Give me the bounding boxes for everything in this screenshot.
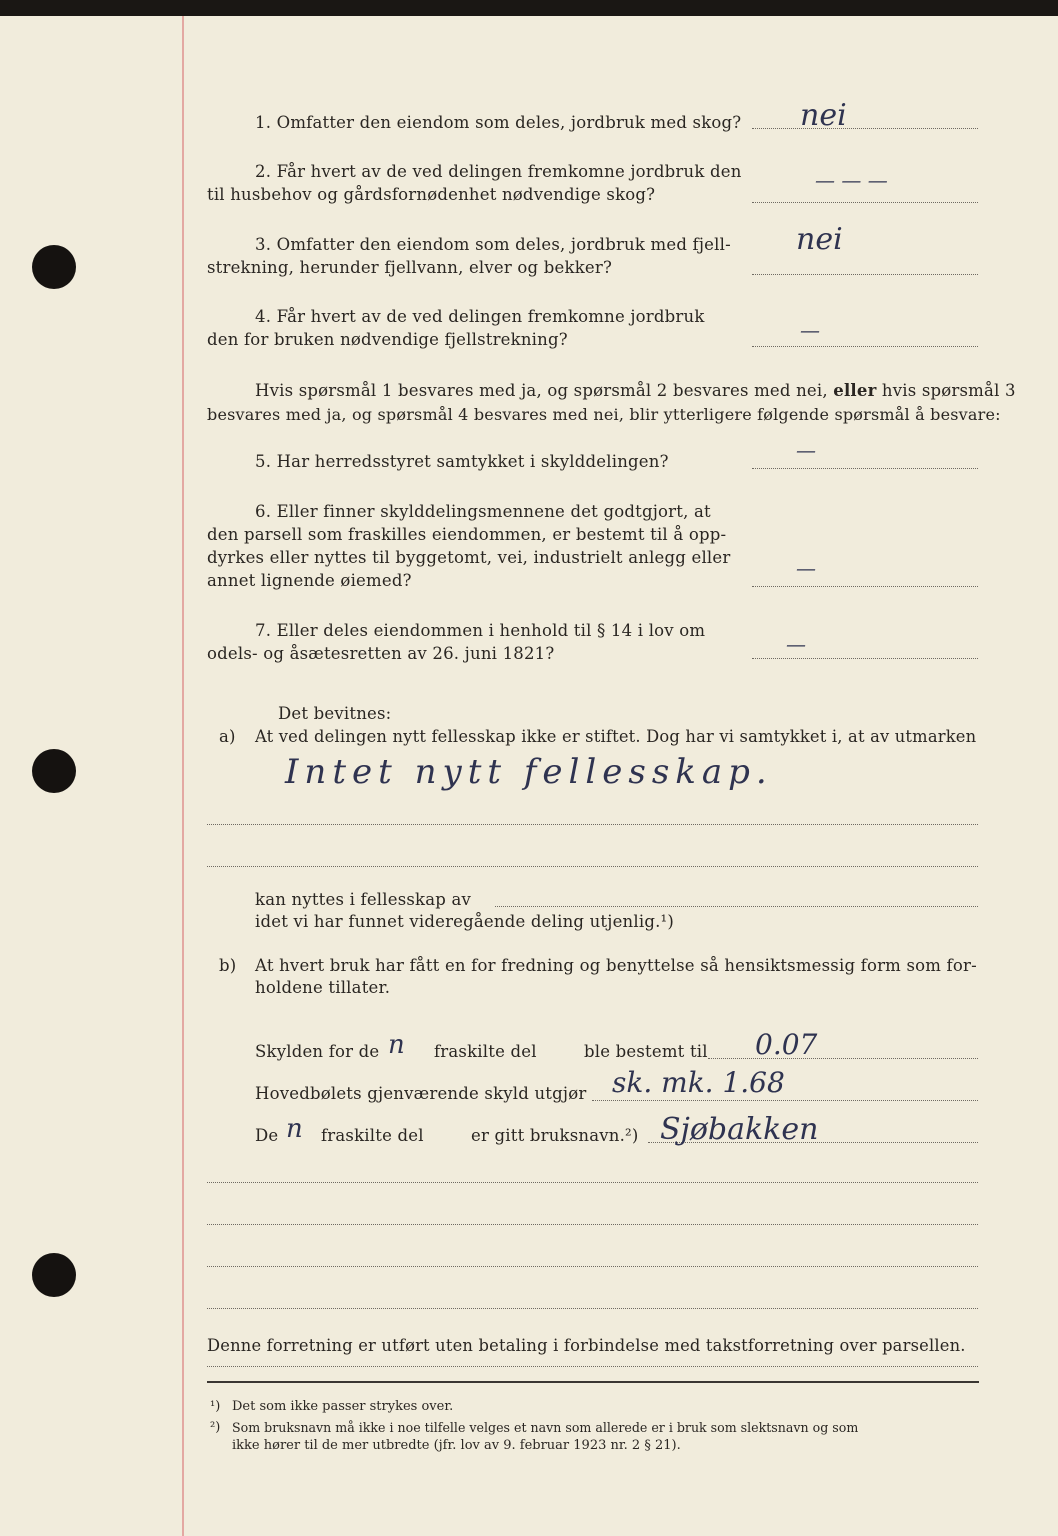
question-6-line3: dyrkes eller nyttes til byggetomt, vei, industrielt anlegg eller	[207, 548, 731, 567]
navn-value: Sjøbakken	[660, 1112, 819, 1147]
answer-line	[752, 586, 978, 587]
attest-b-line1: At hvert bruk har fått en for fredning og benyttelse så hensiktsmessig form som for-	[255, 956, 977, 975]
punch-hole	[32, 749, 76, 793]
navn-label: De	[255, 1126, 279, 1145]
attest-a-label: a)	[219, 727, 236, 746]
question-3-line2: strekning, herunder fjellvann, elver og bekker?	[207, 258, 612, 277]
question-6-line4: annet lignende øiemed?	[207, 571, 412, 590]
conditional-line2: besvares med ja, og spørsmål 4 besvares med nei, blir ytterligere følgende spørsmål å besvare:	[207, 405, 1001, 424]
answer-4: —	[800, 318, 820, 342]
question-2-line1: 2. Får hvert av de ved delingen fremkomne jordbruk den	[255, 162, 742, 181]
footnote-2-line1: Som bruksnavn må ikke i noe tilfelle velges et navn som allerede er i bruk som slektsnavn og som	[232, 1420, 859, 1435]
punch-hole	[32, 245, 76, 289]
answer-3: nei	[796, 222, 843, 257]
question-2-line2: til husbehov og gårdsfornødenhet nødvendige skog?	[207, 185, 656, 204]
hoved-label: Hovedbølets gjenværende skyld utgjør	[255, 1084, 587, 1103]
attest-heading: Det bevitnes:	[278, 704, 392, 723]
answer-2: — — —	[815, 168, 888, 192]
attest-a-handwritten: Intet nytt fellesskap.	[285, 752, 773, 792]
answer-line	[207, 1224, 978, 1225]
attest-b-line2: holdene tillater.	[255, 978, 391, 997]
footnote-1-mark: ¹)	[210, 1399, 221, 1414]
answer-line	[752, 658, 978, 659]
answer-line	[495, 906, 978, 907]
attest-b-label: b)	[219, 956, 237, 975]
navn-bruksnavn: er gitt bruksnavn.²)	[471, 1126, 639, 1145]
hoved-value: sk. mk. 1.68	[612, 1066, 785, 1099]
conditional-line1: Hvis spørsmål 1 besvares med ja, og spørsmål 2 besvares med nei, eller hvis spørsmål 3	[255, 381, 1016, 400]
question-6-line2: den parsell som fraskilles eiendommen, er bestemt til å opp-	[207, 525, 727, 544]
question-6-line1: 6. Eller finner skylddelingsmennene det godtgjort, at	[255, 502, 711, 521]
scan-top-edge	[0, 0, 1058, 16]
answer-line	[752, 128, 978, 129]
skyld-value: 0.07	[755, 1028, 818, 1061]
skyld-handwritten-n: n	[388, 1030, 405, 1060]
red-margin-line	[182, 16, 184, 1536]
question-1: 1. Omfatter den eiendom som deles, jordbruk med skog?	[255, 113, 742, 132]
answer-line	[207, 1266, 978, 1267]
answer-6: —	[796, 556, 816, 580]
answer-1: nei	[800, 98, 847, 133]
answer-line	[592, 1100, 978, 1101]
answer-5: —	[796, 438, 816, 462]
navn-fraskilte: fraskilte del	[321, 1126, 424, 1145]
question-3-line1: 3. Omfatter den eiendom som deles, jordbruk med fjell-	[255, 235, 731, 254]
closing-statement: Denne forretning er utført uten betaling i forbindelse med takstforretning over parsellen.	[207, 1336, 966, 1355]
answer-line	[207, 1308, 978, 1309]
punch-hole	[32, 1253, 76, 1297]
answer-line	[752, 202, 978, 203]
footnote-2-mark: ²)	[210, 1420, 221, 1435]
shared-line1: kan nyttes i fellesskap av	[255, 890, 472, 909]
answer-line	[752, 468, 978, 469]
navn-handwritten-n: n	[286, 1114, 303, 1144]
answer-line	[207, 824, 978, 825]
question-4-line1: 4. Får hvert av de ved delingen fremkomne jordbruk	[255, 307, 705, 326]
answer-line	[708, 1058, 978, 1059]
footnote-1: Det som ikke passer strykes over.	[232, 1399, 454, 1414]
question-4-line2: den for bruken nødvendige fjellstrekning?	[207, 330, 568, 349]
answer-line	[207, 1366, 978, 1367]
skyld-label: Skylden for de	[255, 1042, 380, 1061]
attest-a-text: At ved delingen nytt fellesskap ikke er stiftet. Dog har vi samtykket i, at av utmarken	[255, 727, 977, 746]
skyld-fraskilte: fraskilte del	[434, 1042, 537, 1061]
answer-7: —	[786, 632, 806, 656]
answer-line	[207, 1182, 978, 1183]
footnote-2-line2: ikke hører til de mer utbredte (jfr. lov av 9. februar 1923 nr. 2 § 21).	[232, 1438, 681, 1453]
question-7-line2: odels- og åsætesretten av 26. juni 1821?	[207, 644, 555, 663]
question-5: 5. Har herredsstyret samtykket i skylddelingen?	[255, 452, 669, 471]
answer-line	[752, 274, 978, 275]
question-7-line1: 7. Eller deles eiendommen i henhold til § 14 i lov om	[255, 621, 706, 640]
answer-line	[207, 866, 978, 867]
footnote-rule	[207, 1381, 979, 1383]
answer-line	[752, 346, 978, 347]
shared-line2: idet vi har funnet videregående deling utjenlig.¹)	[255, 912, 674, 931]
skyld-bestemt: ble bestemt til	[584, 1042, 708, 1061]
